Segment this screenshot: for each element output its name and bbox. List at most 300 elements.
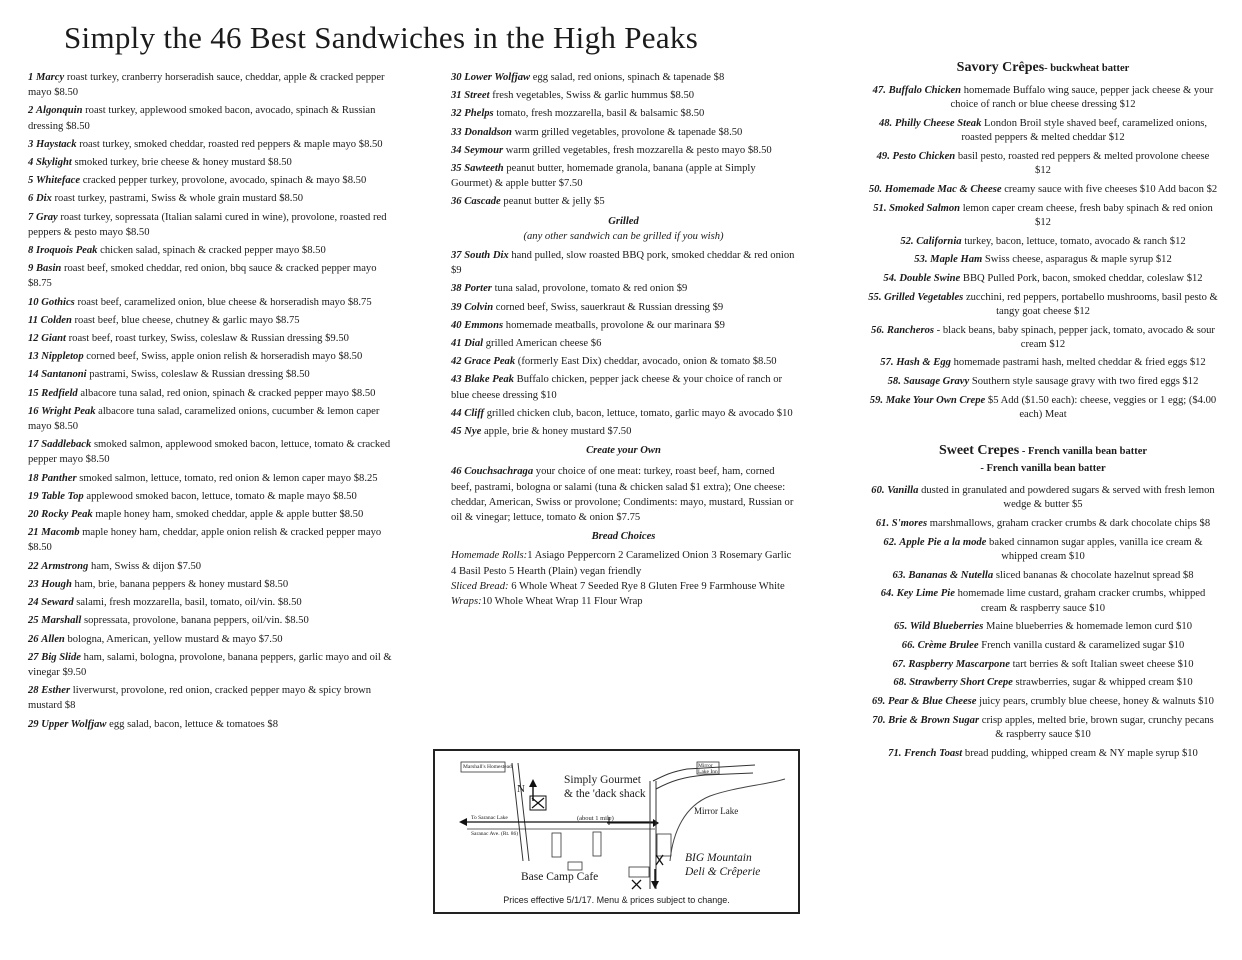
create-heading: Create your Own	[586, 445, 661, 457]
item-name: Marshall	[41, 615, 82, 627]
item-price: $12	[1049, 338, 1066, 350]
item-price: $2	[1206, 183, 1218, 195]
menu-item	[28, 137, 396, 152]
item-price: $8	[64, 700, 76, 712]
item-number: 69.	[872, 696, 886, 708]
sandwich-list-top	[451, 70, 796, 210]
item-name: Saddleback	[41, 439, 92, 451]
item-price: $6	[590, 338, 602, 350]
item-name: Panther	[41, 472, 77, 484]
menu-item	[868, 202, 1218, 230]
menu-item	[868, 375, 1218, 389]
map-base-camp: Base Camp Cafe	[521, 871, 599, 883]
item-name: Vanilla	[887, 485, 919, 497]
create-list	[451, 464, 796, 525]
item-price: $9	[712, 301, 724, 313]
item-name: Emmons	[464, 319, 504, 331]
item-description: dusted in granulated and powdered sugars & served with fresh lemon wedge & butter	[921, 485, 1215, 511]
item-description: peanut butter, homemade granola, banana (apple at Simply Gourmet) & apple butter	[451, 163, 756, 190]
item-description: crisp apples, melted brie, brown sugar, crunchy pecans & raspberry sauce	[981, 714, 1214, 741]
item-price: $7.50	[607, 426, 632, 438]
menu-item	[28, 349, 396, 364]
item-description: peanut butter & jelly	[503, 196, 592, 208]
item-name: Phelps	[464, 108, 494, 120]
item-name: Make Your Own Crepe	[885, 394, 986, 406]
item-description: strawberries, sugar & whipped cream	[1015, 677, 1175, 689]
item-price: $8.50	[747, 144, 772, 156]
item-name: Raspberry Mascarpone	[908, 658, 1010, 670]
item-price: $8	[1182, 569, 1194, 581]
item-description: - black beans, baby spinach, pepper jack, tomato, avocado & sour cream	[936, 324, 1215, 350]
item-number: 13	[28, 351, 39, 363]
item-name: Rocky Peak	[41, 509, 93, 521]
item-price: $7.50	[177, 560, 202, 572]
savory-crepes-heading	[868, 60, 1218, 76]
item-name: Whiteface	[35, 175, 81, 187]
item-number: 28	[28, 685, 39, 697]
item-name: Cascade	[464, 196, 501, 208]
item-number: 39	[451, 301, 462, 313]
menu-item	[451, 194, 796, 209]
item-name: Key Lime Pie	[896, 588, 955, 600]
item-description: tomato, fresh mozzarella, basil & balsamic	[496, 108, 678, 120]
item-description: Southern style sausage gravy with two fired eggs	[971, 376, 1180, 388]
item-name: Dial	[464, 338, 484, 350]
map-label-saranac: To Saranac Lake	[471, 815, 508, 821]
item-name: Wild Blueberries	[909, 621, 984, 633]
item-description: roast beef, roast turkey, Swiss, coleslaw & Russian dressing	[68, 333, 323, 345]
map-deli: Deli & Crêperie	[685, 866, 761, 878]
menu-item	[868, 84, 1218, 112]
item-number: 19	[28, 490, 39, 502]
map-north: N	[517, 783, 525, 795]
item-name: Esther	[41, 685, 71, 697]
sweet-title: Sweet Crepes	[938, 442, 1020, 458]
item-number: 63.	[892, 569, 906, 581]
item-price: $8.75	[347, 296, 372, 308]
item-number: 55.	[868, 291, 882, 303]
item-number: 1	[28, 72, 34, 83]
item-name: Porter	[464, 283, 492, 295]
menu-item	[28, 489, 396, 504]
item-description: salami, fresh mozzarella, basil, tomato, oil/vin.	[76, 597, 276, 609]
item-price: $8.50	[339, 509, 364, 521]
item-name: Allen	[41, 633, 65, 645]
item-description: albacore tuna salad, caramelized onions, cucumber & lemon caper mayo	[28, 405, 380, 433]
item-name: Maple Ham	[930, 254, 983, 266]
item-number: 10	[28, 296, 39, 308]
item-price: $8.75	[28, 278, 52, 290]
menu-item	[868, 183, 1218, 197]
item-description: turkey, bacon, lettuce, tomato, avocado & ranch	[964, 235, 1168, 247]
item-description: corned beef, Swiss, apple onion relish & horseradish mayo	[86, 351, 336, 363]
item-price: $12	[1169, 235, 1186, 247]
item-number: 5	[28, 175, 34, 187]
item-name: Iroquois Peak	[35, 245, 98, 257]
menu-item	[28, 650, 396, 680]
item-number: 46	[451, 466, 462, 478]
item-description: $5 Add ($1.50 each): cheese, veggies or 1 egg; ($4.00 each) Meat	[987, 394, 1217, 421]
menu-item	[28, 613, 396, 628]
item-description: sliced bananas & chocolate hazelnut spread	[995, 569, 1181, 581]
item-number: 36	[451, 196, 462, 208]
item-number: 61.	[875, 518, 890, 530]
item-name: French Toast	[904, 747, 963, 759]
item-description: lemon caper cream cheese, fresh baby spinach & red onion	[962, 202, 1213, 214]
menu-item	[868, 747, 1218, 761]
item-price: $8.50	[338, 351, 363, 363]
item-name: Skylight	[35, 157, 72, 169]
item-price: $8.50	[268, 157, 292, 169]
item-number: 7	[28, 211, 34, 223]
menu-item	[451, 318, 796, 333]
item-name: Algonquin	[35, 105, 83, 117]
item-description: applewood smoked bacon, lettuce, tomato & maple mayo	[86, 490, 331, 502]
item-name: Strawberry Short Crepe	[909, 677, 1013, 689]
item-price: $12	[1035, 165, 1051, 177]
item-price: $8.50	[279, 193, 304, 205]
menu-item	[868, 150, 1218, 178]
item-number: 12	[28, 333, 39, 345]
item-description: bologna, American, yellow mustard & mayo	[67, 633, 257, 645]
item-name: Seymour	[464, 144, 504, 156]
item-number: 62.	[883, 536, 897, 548]
item-description: smoked salmon, applewood smoked bacon, lettuce, tomato & cracked pepper mayo	[28, 439, 391, 466]
item-name: Brie & Brown Sugar	[888, 714, 980, 726]
item-number: 4	[28, 157, 34, 169]
item-number: 34	[451, 144, 462, 156]
sweet-subtitle-2: - French vanilla bean batter	[980, 462, 1106, 474]
item-name: Double Swine	[899, 272, 961, 284]
item-number: 20	[28, 509, 39, 521]
item-number: 37	[451, 250, 462, 262]
menu-item	[868, 517, 1218, 531]
map-label-marshalls: Marshall's Homestead	[463, 764, 512, 770]
item-name: Armstrong	[41, 560, 89, 572]
menu-item	[451, 248, 796, 278]
item-name: Street	[464, 90, 490, 102]
item-price: $10	[1198, 696, 1214, 708]
item-number: 29	[28, 718, 39, 730]
item-number: 58.	[887, 376, 901, 388]
item-number: 27	[28, 651, 39, 663]
page-title: Simply the 46 Best Sandwiches in the High Peaks	[64, 20, 699, 55]
item-price: $8.50	[54, 87, 79, 99]
menu-item	[868, 235, 1218, 249]
item-number: 48.	[878, 118, 893, 130]
item-description: hand pulled, slow roasted BBQ pork, smoked cheddar & red onion	[511, 250, 795, 262]
bread-sliced: 6 Whole Wheat 7 Seeded Rye 8 Gluten Free 9 Farmhouse White	[508, 580, 785, 592]
item-name: Table Top	[41, 490, 84, 502]
item-price: $10	[1176, 621, 1192, 633]
item-number: 56.	[871, 324, 885, 336]
item-description: French vanilla custard & caramelized sugar	[981, 640, 1166, 651]
item-name: Seward	[41, 597, 74, 609]
item-name: Sawteeth	[464, 163, 504, 175]
item-description: ham, salami, bologna, provolone, banana peppers, garlic mayo and oil & vinegar	[28, 651, 392, 678]
item-number: 67.	[892, 658, 906, 670]
item-number: 43	[451, 374, 462, 386]
item-description: your choice of one meat: turkey, roast beef, ham, corned beef, pastrami, bologna or salami (tuna & chicken salad $1 extra); One cheese: cheddar, American, Swiss or provolone; Condiments: mayo, mustard, Russian or oil & vinegar; lettuce, tomato & onion	[451, 466, 794, 524]
item-description: roast turkey, pastrami, Swiss & whole grain mustard	[54, 193, 277, 205]
item-description: liverwurst, provolone, red onion, cracked pepper mayo & spicy brown mustard	[28, 685, 372, 712]
item-price: $8.75	[275, 314, 300, 326]
item-price: $12	[1182, 376, 1199, 388]
bread-rolls: 1 Asiago Peppercorn 2 Caramelized Onion 3 Rosemary Garlic 4 Basil Pesto 5 Hearth (Plain) vegan friendly	[451, 550, 792, 577]
menu-item	[28, 471, 396, 486]
menu-item	[28, 243, 396, 258]
item-number: 51.	[873, 202, 887, 214]
item-number: 24	[28, 597, 39, 609]
item-number: 8	[28, 245, 34, 257]
item-price: $8.50	[28, 542, 52, 554]
menu-item	[451, 143, 796, 158]
menu-item	[868, 714, 1218, 742]
price-note: Prices effective 5/1/17. Menu & prices subject to change.	[503, 895, 730, 905]
item-price: $12	[1189, 357, 1206, 369]
menu-item	[868, 272, 1218, 286]
sweet-crepes-list	[868, 484, 1218, 761]
item-description: baked cinnamon sugar apples, vanilla ice cream & whipped cream	[989, 536, 1203, 562]
menu-item	[868, 695, 1218, 709]
item-number: 66.	[901, 640, 916, 651]
item-name: Nye	[464, 426, 482, 438]
item-number: 26	[28, 633, 39, 645]
menu-item	[451, 161, 796, 191]
item-name: Giant	[41, 333, 66, 345]
item-description: egg salad, bacon, lettuce & tomatoes	[109, 718, 265, 730]
item-name: Dix	[35, 193, 52, 205]
menu-item	[868, 620, 1218, 634]
menu-item	[451, 88, 796, 103]
item-name: Haystack	[35, 138, 77, 150]
item-number: 71.	[888, 747, 902, 759]
item-number: 40	[451, 319, 462, 331]
item-price: $8.50	[125, 226, 150, 238]
item-description: marshmallows, graham cracker crumbs & dark chocolate chips	[929, 518, 1197, 530]
menu-item	[868, 536, 1218, 564]
item-price: $8.50	[65, 120, 90, 132]
menu-item	[28, 261, 396, 291]
item-price: $9	[451, 265, 462, 277]
menu-item	[28, 295, 396, 310]
item-number: 45	[451, 426, 462, 438]
item-number: 44	[451, 407, 462, 419]
item-price: $5	[594, 196, 605, 208]
item-number: 31	[451, 90, 462, 102]
menu-item	[28, 103, 396, 133]
item-number: 38	[451, 283, 462, 295]
item-name: Homemade Mac & Cheese	[884, 183, 1002, 195]
item-price: $8.50	[680, 108, 705, 120]
item-name: Couchsachraga	[464, 466, 534, 478]
item-price: $10	[1074, 729, 1091, 741]
menu-item	[28, 331, 396, 346]
item-price: $10	[1089, 602, 1106, 614]
menu-item	[868, 356, 1218, 370]
menu-item	[28, 173, 396, 188]
item-name: Pear & Blue Cheese	[887, 696, 977, 708]
item-price: $8.50	[264, 578, 289, 590]
location-map	[433, 749, 800, 914]
item-price: $9	[714, 319, 725, 331]
menu-item	[451, 464, 796, 525]
item-description: basil pesto, roasted red peppers & melted provolone cheese	[957, 151, 1210, 163]
item-name: Grace Peak	[464, 356, 516, 368]
item-description: roast beef, caramelized onion, blue cheese & horseradish mayo	[77, 296, 346, 308]
item-description: homemade pastrami hash, melted cheddar & fried eggs	[953, 357, 1188, 369]
item-name: Blake Peak	[464, 374, 514, 386]
item-number: 41	[451, 338, 462, 350]
item-number: 21	[28, 527, 39, 539]
item-description: juicy pears, crumbly blue cheese, honey & walnuts	[979, 696, 1196, 708]
sandwich-column-1	[28, 70, 396, 735]
item-name: Colden	[40, 314, 72, 326]
item-number: 49.	[876, 151, 890, 163]
item-description: maple honey ham, smoked cheddar, apple & apple butter	[95, 509, 337, 521]
item-price: $8.25	[353, 472, 378, 484]
bread-choices	[451, 548, 796, 609]
item-name: Crème Brulee	[917, 640, 979, 651]
item-price: $8	[1199, 518, 1211, 530]
item-description: tuna salad, provolone, tomato & red onion	[494, 283, 675, 295]
item-price: $8.50	[358, 138, 383, 150]
item-name: Gray	[35, 211, 58, 223]
item-number: 35	[451, 163, 462, 175]
item-price: $7.75	[616, 512, 641, 524]
item-description: roast turkey, cranberry horseradish sauce, cheddar, apple & cracked pepper mayo	[28, 72, 385, 99]
menu-item	[868, 484, 1218, 512]
item-number: 2	[28, 105, 34, 117]
item-price: $8.50	[277, 597, 302, 609]
item-name: Macomb	[41, 527, 80, 539]
menu-item	[28, 367, 396, 382]
item-name: Smoked Salmon	[889, 202, 961, 214]
menu-item	[28, 717, 396, 732]
item-description: roast turkey, sopressata (Italian salami cured in wine), provolone, roasted red peppers & pesto mayo	[28, 211, 387, 238]
map-label-saranac-ave: Saranac Ave. (Rt. 86)	[471, 831, 519, 837]
item-description: sopressata, provolone, banana peppers, oil/vin.	[83, 615, 283, 627]
item-number: 60.	[871, 485, 885, 497]
item-description: bread pudding, whipped cream & NY maple syrup	[964, 747, 1180, 759]
menu-item	[28, 632, 396, 647]
item-price: $9	[676, 283, 688, 295]
item-name: Colvin	[464, 301, 494, 313]
item-name: Bananas & Nutella	[908, 569, 994, 581]
item-description: warm grilled vegetables, provolone & tapenade	[514, 126, 716, 138]
menu-item	[28, 404, 396, 434]
item-number: 47.	[872, 85, 886, 97]
item-name: Upper Wolfjaw	[41, 718, 107, 730]
menu-item	[28, 210, 396, 240]
item-price: $8.50	[301, 245, 326, 257]
sweet-crepes-heading	[868, 443, 1218, 459]
menu-item	[28, 155, 396, 170]
item-name: Basin	[35, 263, 62, 275]
item-number: 52.	[900, 235, 914, 247]
item-price: $12	[1074, 305, 1090, 317]
item-description: pastrami, Swiss, coleslaw & Russian dressing	[89, 369, 284, 381]
menu-item	[868, 676, 1218, 690]
menu-item	[28, 525, 396, 555]
menu-item	[868, 291, 1218, 319]
item-name: Apple Pie a la mode	[899, 536, 987, 548]
menu-item	[451, 70, 796, 85]
item-name: South Dix	[464, 250, 509, 262]
item-number: 22	[28, 560, 39, 572]
map-dack-shack: & the 'dack shack	[564, 788, 646, 800]
menu-item	[451, 336, 796, 351]
menu-item	[451, 424, 796, 439]
sandwich-column-2	[451, 70, 796, 609]
savory-crepes-list	[868, 84, 1218, 422]
menu-item	[28, 313, 396, 328]
item-price: $10	[1176, 677, 1193, 689]
bread-wraps-label: Wraps:	[451, 596, 482, 608]
item-description: roast beef, smoked cheddar, red onion, bbq sauce & cracked pepper mayo	[63, 263, 377, 275]
item-description: smoked turkey, brie cheese & honey mustard	[74, 157, 266, 169]
item-price: $8.50	[342, 175, 367, 187]
menu-item	[451, 281, 796, 296]
item-price: $10	[1181, 747, 1198, 759]
item-price: $8.50	[85, 454, 110, 466]
item-price: $12	[1108, 132, 1125, 144]
item-price: $8.50	[670, 90, 695, 102]
item-number: 59.	[869, 394, 884, 406]
menu-item	[868, 253, 1218, 267]
item-number: 16	[28, 405, 39, 417]
sweet-subtitle: - French vanilla bean batter	[1021, 445, 1148, 457]
menu-item	[451, 125, 796, 140]
item-description: roast turkey, smoked cheddar, roasted red peppers & maple mayo	[79, 138, 357, 150]
item-number: 17	[28, 439, 39, 451]
item-price: $8.50	[718, 126, 743, 138]
menu-item	[868, 324, 1218, 352]
item-number: 14	[28, 369, 39, 381]
item-description: roast beef, blue cheese, chutney & garlic mayo	[74, 314, 274, 326]
item-number: 64.	[880, 588, 894, 600]
item-description: roast turkey, applewood smoked bacon, avocado, spinach & Russian dressing	[28, 105, 376, 132]
item-description: tart berries & soft Italian sweet cheese	[1012, 658, 1175, 670]
bread-wraps: 10 Whole Wheat Wrap 11 Flour Wrap	[481, 596, 643, 608]
item-price: $8.50	[284, 615, 309, 627]
item-price: $10	[776, 407, 793, 419]
item-description: zucchini, red peppers, portabello mushrooms, basil pesto & tangy goat cheese	[965, 291, 1218, 317]
menu-item	[451, 106, 796, 121]
item-price: $8.50	[54, 421, 79, 433]
map-label-mirror-inn: Mirror Lake Inn	[698, 763, 718, 775]
menu-item	[868, 587, 1218, 615]
item-description: homemade lime custard, graham cracker crumbs, whipped cream & raspberry sauce	[957, 588, 1206, 614]
menu-item	[451, 406, 796, 421]
grilled-list	[451, 248, 796, 439]
map-simply-gourmet: Simply Gourmet	[564, 774, 641, 786]
menu-item	[451, 354, 796, 369]
item-name: California	[916, 235, 962, 247]
item-description: corned beef, Swiss, sauerkraut & Russian dressing	[495, 301, 710, 313]
item-description: fresh vegetables, Swiss & garlic hummus	[492, 90, 668, 102]
grilled-heading: Grilled	[608, 215, 639, 227]
item-number: 30	[451, 72, 462, 83]
item-description: BBQ Pulled Pork, bacon, smoked cheddar, coleslaw	[962, 272, 1185, 284]
item-description: Maine blueberries & homemade lemon curd	[986, 621, 1174, 633]
menu-item	[28, 70, 396, 100]
item-description: smoked salmon, lettuce, tomato, red onion & lemon caper mayo	[79, 472, 352, 484]
item-number: 23	[28, 578, 39, 590]
item-number: 9	[28, 263, 34, 275]
item-price: $10	[1168, 640, 1185, 651]
item-price: $8.50	[351, 387, 376, 399]
